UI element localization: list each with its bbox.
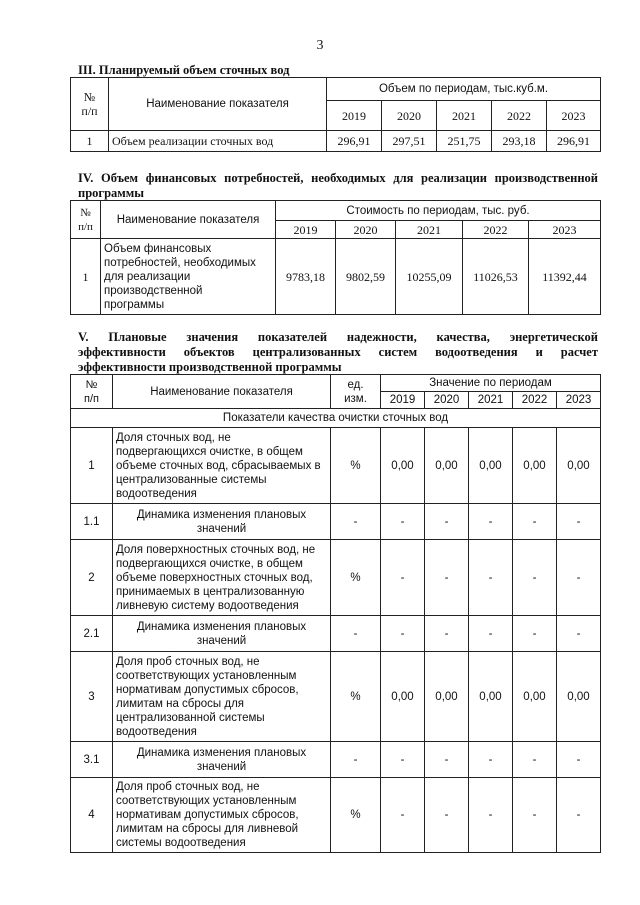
- cell-value: 251,75: [437, 131, 492, 152]
- cell-value: -: [381, 540, 425, 616]
- cell-value: -: [513, 540, 557, 616]
- cell-value: 293,18: [492, 131, 547, 152]
- col-name-header: Наименование показателя: [113, 375, 331, 409]
- row-unit: %: [331, 540, 381, 616]
- table-row: [71, 652, 601, 742]
- table-row: [71, 131, 601, 152]
- row-name: Доля проб сточных вод, не соответствующих установленным нормативам допустимых сбросов, лимитам на сбросы для ливневой системы водоотведения: [113, 778, 331, 853]
- row-unit: %: [331, 428, 381, 504]
- period-header: Стоимость по периодам, тыс. руб.: [276, 201, 601, 221]
- section4-title-line: IV. Объем финансовых потребностей, необходимых для реализации производственной: [78, 171, 598, 185]
- row-num: 1: [71, 428, 113, 504]
- cell-value: 0,00: [513, 652, 557, 742]
- cell-value: 296,91: [547, 131, 601, 152]
- period-header: Значение по периодам: [381, 375, 601, 392]
- year-header: 2023: [529, 221, 601, 239]
- cell-value: -: [513, 778, 557, 853]
- year-header: 2019: [327, 101, 382, 131]
- row-name: Доля сточных вод, не подвергающихся очистке, в общем объеме сточных вод, сбрасываемых в централизованные системы водоотведения: [113, 428, 331, 504]
- col-name-header: Наименование показателя: [109, 78, 327, 131]
- section5-title-line: эффективности объектов централизованных систем водоотведения и расчет: [78, 345, 598, 359]
- row-name: Доля поверхностных сточных вод, не подвергающихся очистке, в общем объеме поверхностных сточных вод, принимаемых в централизованную ливневую систему водоотведения: [113, 540, 331, 616]
- table-row: [71, 742, 601, 778]
- cell-value: -: [469, 778, 513, 853]
- year-header: 2020: [336, 221, 396, 239]
- cell-value: -: [381, 778, 425, 853]
- cell-value: 10255,09: [396, 239, 463, 315]
- row-num: 2: [71, 540, 113, 616]
- cell-value: -: [513, 742, 557, 778]
- section5-title: [78, 330, 598, 375]
- section5-title-line: V. Плановые значения показателей надежности, качества, энергетической: [78, 330, 598, 344]
- cell-value: -: [425, 616, 469, 652]
- col-num-header: № п/п: [71, 201, 101, 239]
- cell-value: -: [557, 540, 601, 616]
- year-header: 2023: [547, 101, 601, 131]
- cell-value: -: [425, 540, 469, 616]
- year-header: 2019: [276, 221, 336, 239]
- cell-value: 0,00: [557, 428, 601, 504]
- table-row: [71, 239, 601, 315]
- section4-title-line: программы: [78, 186, 145, 200]
- row-num: 1: [71, 239, 101, 315]
- cell-value: -: [381, 616, 425, 652]
- row-num: 3.1: [71, 742, 113, 778]
- table-planned-volume: [70, 77, 601, 152]
- cell-value: 0,00: [425, 652, 469, 742]
- year-header: 2021: [469, 392, 513, 409]
- cell-value: 296,91: [327, 131, 382, 152]
- cell-value: -: [513, 616, 557, 652]
- page-number: 3: [316, 38, 324, 53]
- cell-value: 0,00: [469, 652, 513, 742]
- row-name: Динамика изменения плановых значений: [113, 742, 331, 778]
- cell-value: -: [381, 742, 425, 778]
- cell-value: 9783,18: [276, 239, 336, 315]
- col-unit-header: ед. изм.: [331, 375, 381, 409]
- table-indicators: [70, 374, 601, 853]
- table-row: [71, 504, 601, 540]
- cell-value: 0,00: [469, 428, 513, 504]
- section3-title: III. Планируемый объем сточных вод: [78, 63, 290, 77]
- cell-value: 11392,44: [529, 239, 601, 315]
- cell-value: 0,00: [381, 428, 425, 504]
- row-name: Динамика изменения плановых значений: [113, 616, 331, 652]
- row-unit: -: [331, 616, 381, 652]
- cell-value: 0,00: [513, 428, 557, 504]
- cell-value: -: [469, 616, 513, 652]
- year-header: 2023: [557, 392, 601, 409]
- cell-value: 9802,59: [336, 239, 396, 315]
- cell-value: -: [425, 778, 469, 853]
- year-header: 2022: [463, 221, 529, 239]
- row-unit: %: [331, 652, 381, 742]
- cell-value: 297,51: [382, 131, 437, 152]
- cell-value: -: [381, 504, 425, 540]
- cell-value: -: [469, 504, 513, 540]
- cell-value: -: [425, 504, 469, 540]
- cell-value: 0,00: [557, 652, 601, 742]
- cell-value: 0,00: [425, 428, 469, 504]
- row-num: 4: [71, 778, 113, 853]
- section4-title: [78, 171, 598, 201]
- table-row: [71, 778, 601, 853]
- year-header: 2019: [381, 392, 425, 409]
- year-header: 2022: [513, 392, 557, 409]
- col-num-header: № п/п: [71, 375, 113, 409]
- row-unit: %: [331, 778, 381, 853]
- table-row: [71, 428, 601, 504]
- row-num: 1: [71, 131, 109, 152]
- year-header: 2020: [425, 392, 469, 409]
- row-unit: -: [331, 504, 381, 540]
- cell-value: -: [557, 778, 601, 853]
- year-header: 2021: [396, 221, 463, 239]
- period-header: Объем по периодам, тыс.куб.м.: [327, 78, 601, 101]
- table-row: [71, 616, 601, 652]
- row-num: 1.1: [71, 504, 113, 540]
- row-name: Объем реализации сточных вод: [109, 131, 327, 152]
- year-header: 2020: [382, 101, 437, 131]
- section5-title-line: эффективности производственной программы: [78, 360, 342, 374]
- row-name: Динамика изменения плановых значений: [113, 504, 331, 540]
- cell-value: -: [557, 616, 601, 652]
- row-num: 3: [71, 652, 113, 742]
- col-name-header: Наименование показателя: [101, 201, 276, 239]
- col-num-header: № п/п: [71, 78, 109, 131]
- year-header: 2022: [492, 101, 547, 131]
- year-header: 2021: [437, 101, 492, 131]
- cell-value: -: [557, 742, 601, 778]
- group-header: Показатели качества очистки сточных вод: [71, 409, 601, 428]
- cell-value: -: [425, 742, 469, 778]
- cell-value: -: [557, 504, 601, 540]
- cell-value: 11026,53: [463, 239, 529, 315]
- row-unit: -: [331, 742, 381, 778]
- cell-value: -: [513, 504, 557, 540]
- table-row: [71, 540, 601, 616]
- row-name: Объем финансовых потребностей, необходимых для реализации производственной программы: [101, 239, 276, 315]
- cell-value: 0,00: [381, 652, 425, 742]
- row-name: Доля проб сточных вод, не соответствующих установленным нормативам допустимых сбросов, лимитам на сбросы для централизованной системы водоотведения: [113, 652, 331, 742]
- table-financial-needs: [70, 200, 601, 315]
- cell-value: -: [469, 742, 513, 778]
- cell-value: -: [469, 540, 513, 616]
- row-num: 2.1: [71, 616, 113, 652]
